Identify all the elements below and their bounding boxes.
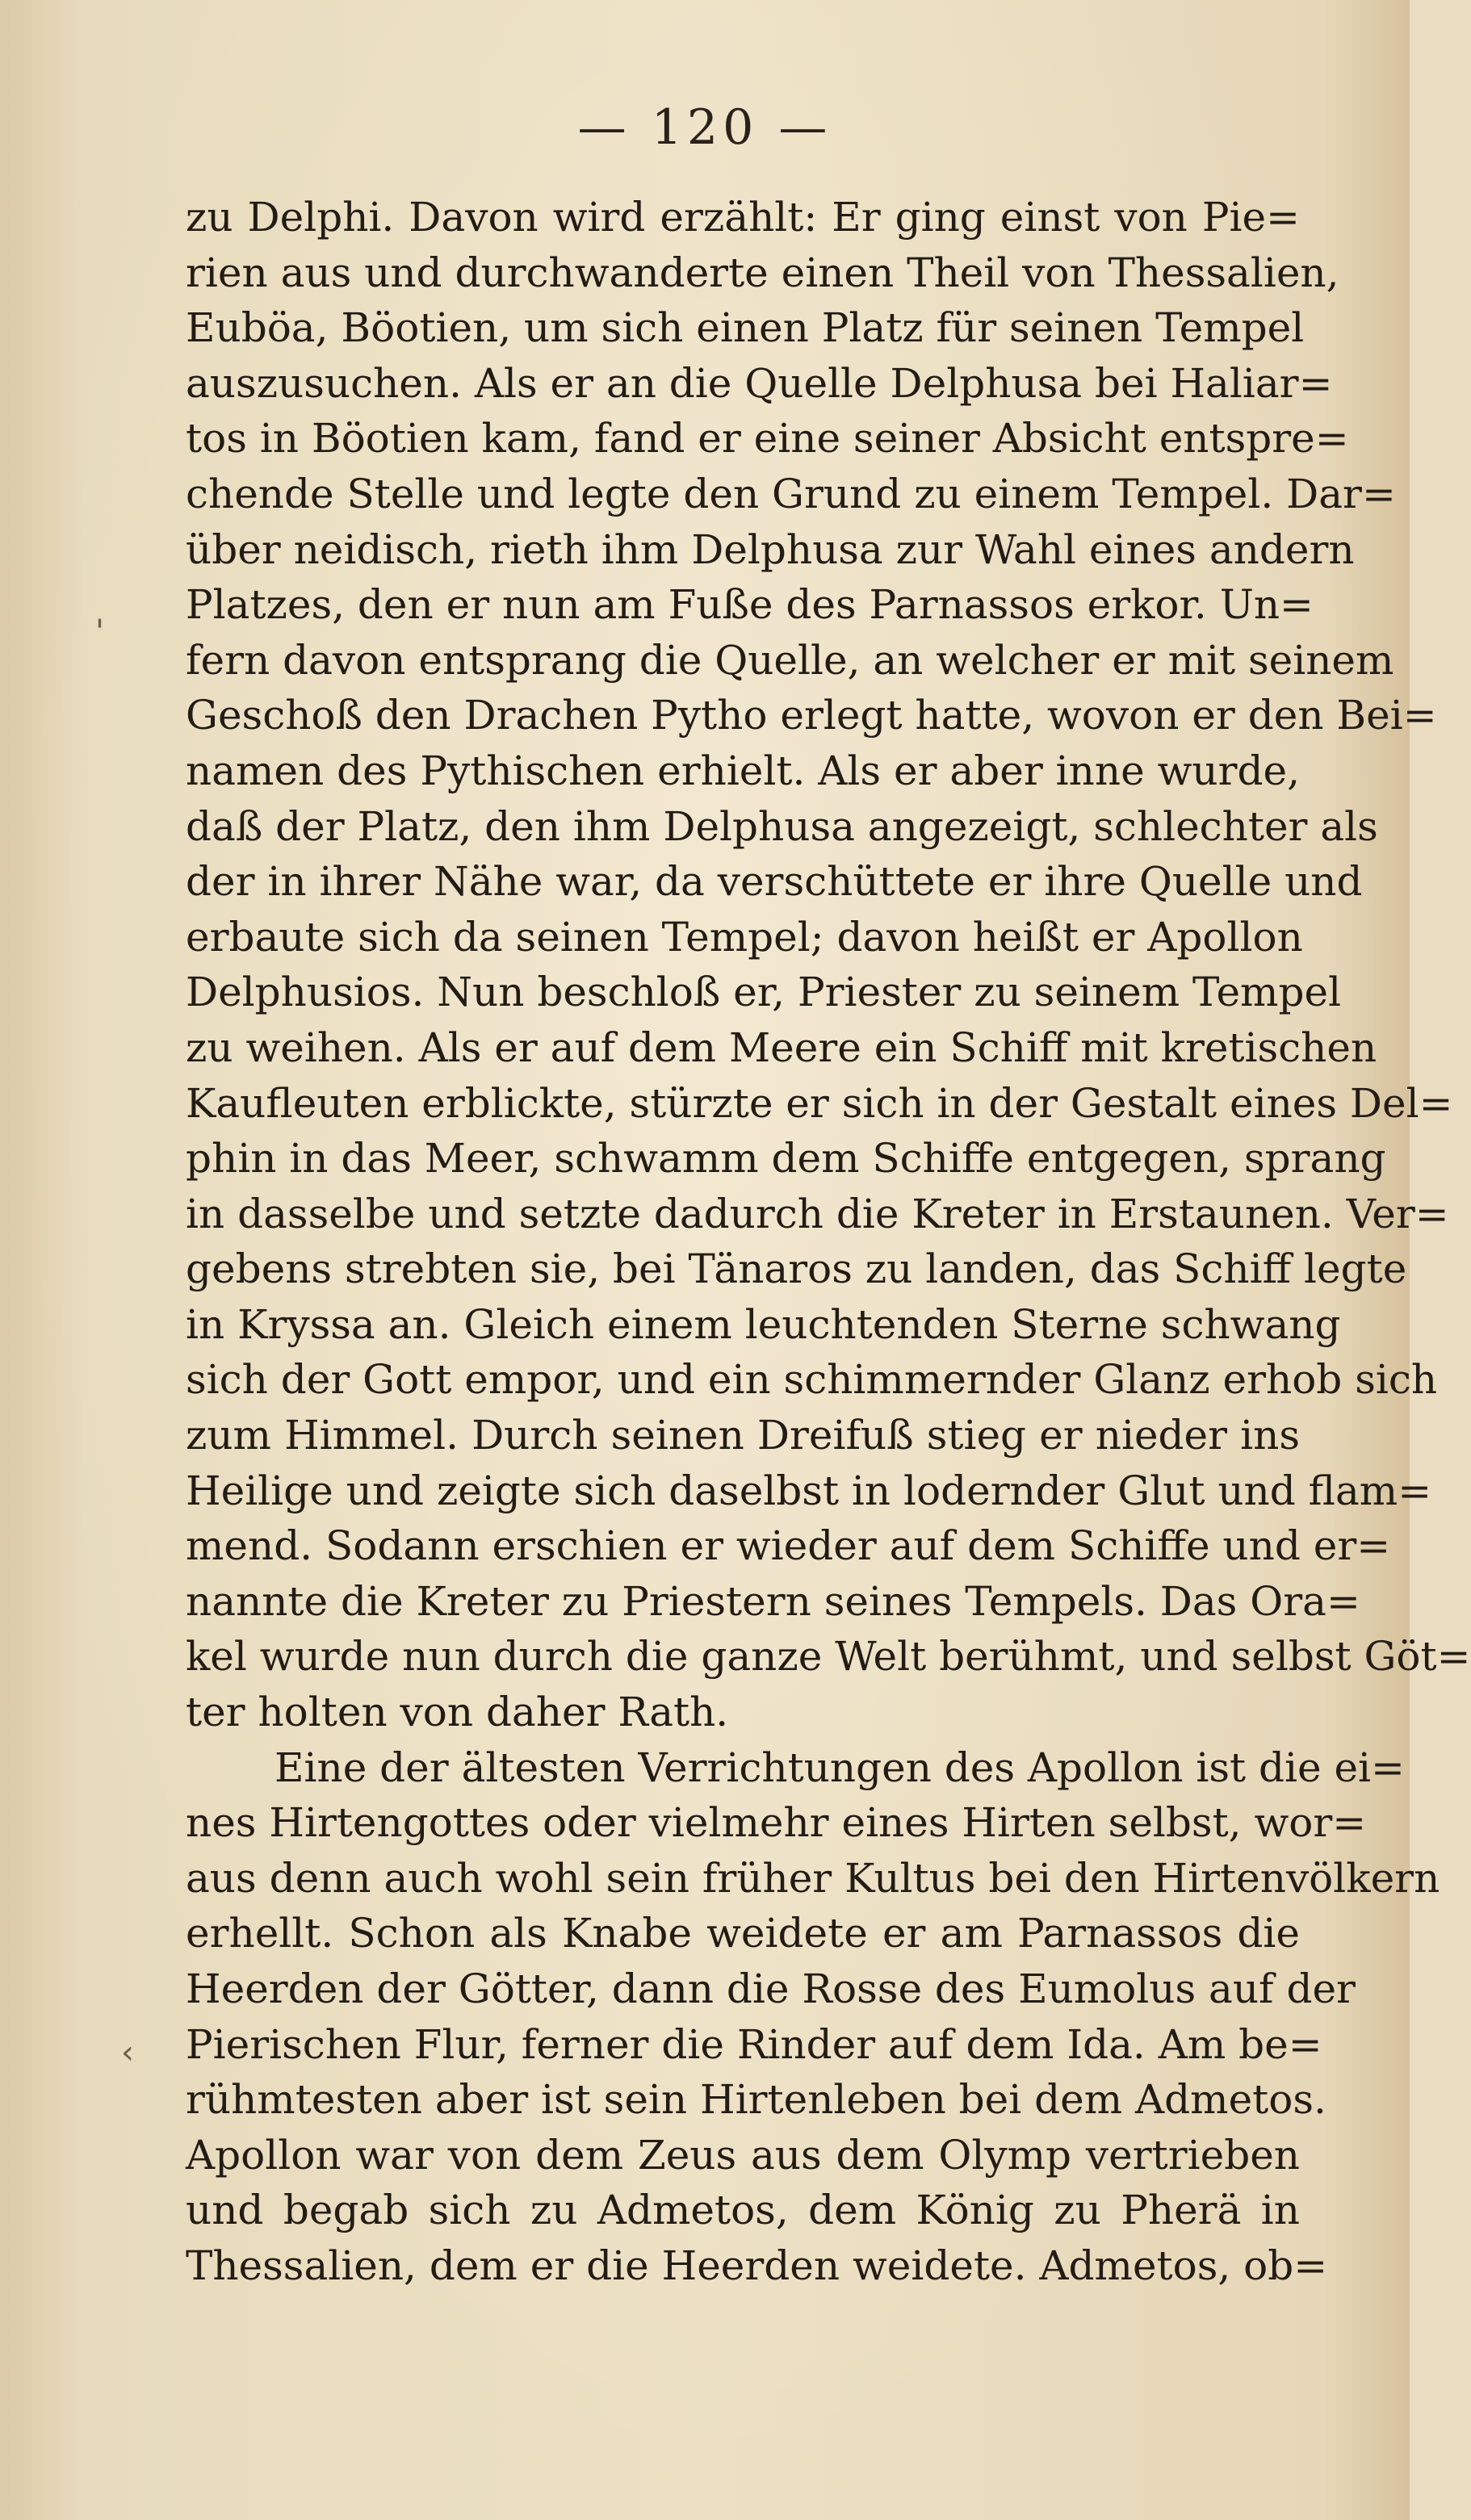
text-line: in Kryssa an. Gleich einem leuchtenden Sterne schwang <box>186 1300 1341 1348</box>
text-line: zu Delphi. Davon wird erzählt: Er ging einst von Pie= <box>186 194 1300 241</box>
text-line: Heilige und zeigte sich daselbst in lodernder Glut und flam= <box>186 1467 1432 1514</box>
margin-mark-icon: ' <box>95 613 104 651</box>
text-line: Pierischen Flur, ferner die Rinder auf dem Ida. Am be= <box>186 2020 1322 2068</box>
text-line: der in ihrer Nähe war, da verschüttete er ihre Quelle und <box>186 858 1363 906</box>
text-line: ter holten von daher Rath. <box>186 1689 729 1736</box>
text-line: in dasselbe und setzte dadurch die Kreter in Erstaunen. Ver= <box>186 1190 1449 1237</box>
text-line: Euböa, Böotien, um sich einen Platz für seinen Tempel <box>186 304 1305 352</box>
text-line: Apollon war von dem Zeus aus dem Olymp vertrieben <box>186 2131 1300 2179</box>
text-line: zum Himmel. Durch seinen Dreifuß stieg er nieder ins <box>186 1412 1300 1459</box>
text-line: Kaufleuten erblickte, stürzte er sich in der Gestalt eines Del= <box>186 1079 1453 1127</box>
text-line: tos in Böotien kam, fand er eine seiner Absicht entspre= <box>186 415 1349 463</box>
text-line: gebens strebten sie, bei Tänaros zu landen, das Schiff legte <box>186 1245 1407 1293</box>
text-line: Heerden der Götter, dann die Rosse des Eumolus auf der <box>186 1965 1356 2012</box>
text-line: Geschoß den Drachen Pytho erlegt hatte, wovon er den Bei= <box>186 692 1437 739</box>
text-line: mend. Sodann erschien er wieder auf dem Schiffe und er= <box>186 1522 1391 1570</box>
text-line: namen des Pythischen erhielt. Als er aber inne wurde, <box>186 747 1300 794</box>
text-line: chende Stelle und legte den Grund zu einem Tempel. Dar= <box>186 470 1396 517</box>
text-line: aus denn auch wohl sein früher Kultus bei den Hirtenvölkern <box>186 1854 1440 1902</box>
text-line: erbaute sich da seinen Tempel; davon heißt er Apollon <box>186 913 1303 961</box>
text-line: nannte die Kreter zu Priestern seines Tempels. Das Ora= <box>186 1577 1360 1625</box>
margin-mark-icon: ‹ <box>121 2034 134 2071</box>
text-line: auszusuchen. Als er an die Quelle Delphusa bei Haliar= <box>186 359 1333 407</box>
text-line: erhellt. Schon als Knabe weidete er am Parnassos die <box>186 1910 1300 1957</box>
body-text <box>186 190 1471 2294</box>
text-line: Eine der ältesten Verrichtungen des Apollon ist die ei= <box>275 1743 1405 1791</box>
text-line: über neidisch, rieth ihm Delphusa zur Wahl eines andern <box>186 525 1355 573</box>
text-line: daß der Platz, den ihm Delphusa angezeigt, schlechter als <box>186 802 1378 850</box>
text-line: phin in das Meer, schwamm dem Schiffe entgegen, sprang <box>186 1135 1386 1183</box>
text-line: rühmtesten aber ist sein Hirtenleben bei dem Admetos. <box>186 2076 1326 2124</box>
page-number: — 120 — <box>577 99 832 156</box>
text-line: Delphusios. Nun beschloß er, Priester zu seinem Tempel <box>186 969 1342 1016</box>
text-line: zu weihen. Als er auf dem Meere ein Schiff mit kretischen <box>186 1023 1377 1071</box>
text-line: Platzes, den er nun am Fuße des Parnassos erkor. Un= <box>186 581 1314 629</box>
text-line: sich der Gott empor, und ein schimmernder Glanz erhob sich <box>186 1356 1438 1404</box>
text-line: Thessalien, dem er die Heerden weidete. Admetos, ob= <box>186 2242 1328 2289</box>
text-line: und begab sich zu Admetos, dem König zu Pherä in <box>186 2187 1300 2234</box>
text-line: nes Hirtengottes oder vielmehr eines Hirten selbst, wor= <box>186 1799 1367 1847</box>
text-line: fern davon entsprang die Quelle, an welcher er mit seinem <box>186 636 1394 684</box>
text-line: kel wurde nun durch die ganze Welt berühmt, und selbst Göt= <box>186 1633 1471 1681</box>
text-line: rien aus und durchwanderte einen Theil von Thessalien, <box>186 249 1339 296</box>
